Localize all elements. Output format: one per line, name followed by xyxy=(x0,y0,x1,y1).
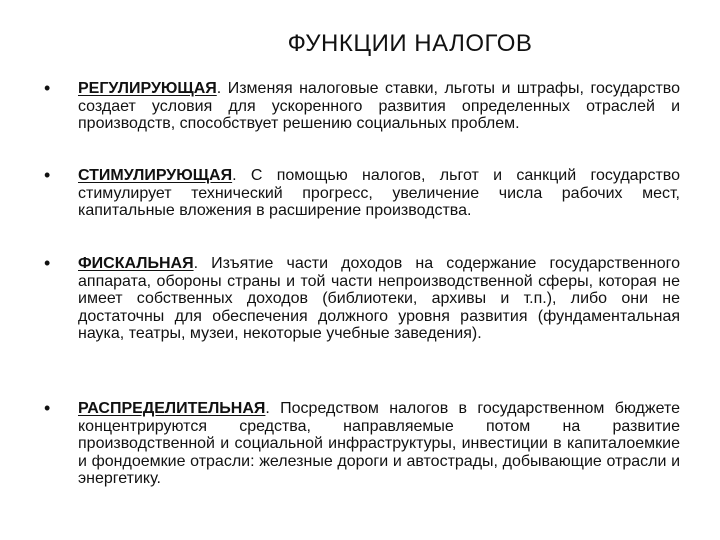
item-text xyxy=(78,400,680,488)
item-term: ФИСКАЛЬНАЯ xyxy=(78,255,194,272)
item-text xyxy=(78,80,680,133)
item-text xyxy=(78,167,680,220)
bullet-icon: • xyxy=(44,253,51,273)
item-term: РЕГУЛИРУЮЩАЯ xyxy=(78,80,217,97)
item-description: . С помощью налогов, льгот и санкций государство стимулирует технический прогресс, увеличение числа рабочих мест, капитальные вложения в расширение производства. xyxy=(78,167,680,219)
item-term: РАСПРЕДЕЛИТЕЛЬНАЯ xyxy=(78,400,266,417)
bullet-icon: • xyxy=(44,78,51,98)
item-description: . Посредством налогов в государственном бюджете концентрируются средства, направляемые потом на развитие производственной и социальной инфраструктуры, инвестиции в капиталоемкие и фондоемкие отрасли: железные дороги и автострады, добывающие отрасли и энергетику. xyxy=(78,400,680,487)
item-term: СТИМУЛИРУЮЩАЯ xyxy=(78,167,233,184)
item-text xyxy=(78,255,680,343)
bullet-icon: • xyxy=(44,398,51,418)
slide-title: ФУНКЦИИ НАЛОГОВ xyxy=(287,30,533,57)
item-description: . Изменяя налоговые ставки, льготы и штрафы, государство создает условия для ускоренного развития определенных отраслей и производств, способствует решению социальных проблем. xyxy=(78,80,680,132)
item-description: . Изъятие части доходов на содержание государственного аппарата, обороны страны и той части непроизводственной сферы, которая не имеет собственных доходов (библиотеки, архивы и т.п.), либо они не достаточны для обеспечения должного уровня развития (фундаментальная наука, театры, музеи, некоторые учебные заведения). xyxy=(78,255,680,342)
bullet-icon: • xyxy=(44,165,51,185)
